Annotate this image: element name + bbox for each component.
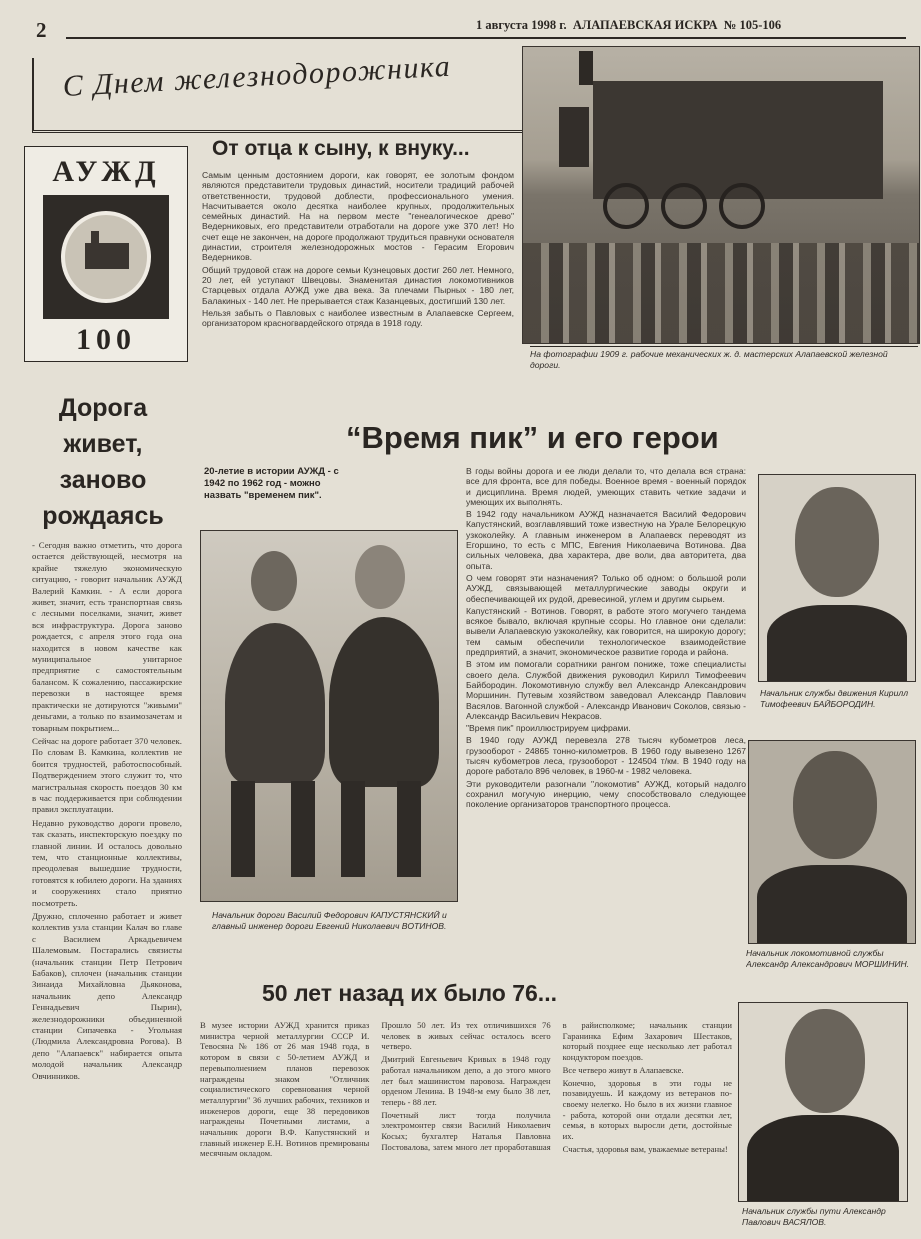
article-father-paragraph: Общий трудовой стаж на дороге семьи Кузнецовых достиг 260 лет. Немного, 20 лет, ей уступают Швецовы. Знаменитая династия локомотивников Старцевых отдала АУЖД уже два века. За плечами Пырных - 180 лет, Балакиных - 140 лет. Не прерывается стаж Казанцевых, достигший 130 лет. xyxy=(202,264,514,306)
article-fifty-paragraph: Конечно, здоровья в эти годы не позавидуешь. И каждому из ветеранов по-своему нелегко. Но было в их жизни главное - работа, которой они отдали десятки лет, семья, в которых выросли дети, достойные их. xyxy=(562,1077,732,1142)
article-fifty-title: 50 лет назад их было 76... xyxy=(262,980,557,1006)
photo-kapustyansky-caption: Начальник дороги Василий Федорович КАПУСТЯНСКИЙ и главный инженер дороги Евгений Николаевич ВОТИНОВ. xyxy=(212,910,447,931)
article-road-paragraph: - Сегодня важно отметить, что дорога остается действующей, несмотря на крайне тяжелую экономическую ситуацию, - говорит начальник АУЖД Валерий Камкин. - А если дорога живет, значит, есть транспортная связь с лесными поселками, значит, живет вся инфраструктура. Дорога заново рождается, с апреля этого года она находится в новом качестве как муниципальное унитарное предприятие с самостоятельным балансом. К сожалению, пассажирские перевозки в настоящее время практически не дотируются "живыми" деньгами, а только по взаимозачетам и товарным покрытием... xyxy=(32,540,182,733)
photo-workers-1909 xyxy=(522,46,920,344)
article-fifty-paragraph: Дмитрий Евгеньевич Кривых в 1948 году работал начальником депо, а до этого много лет был машинистом паровоза. Награжден орденом Ленина. В 1948-м ему было 38 лет, теперь - 88 лет. xyxy=(381,1054,551,1107)
article-peak-lead: 20-летие в истории АУЖД - с 1942 по 1962 год - можно назвать "временем пик". xyxy=(204,466,339,501)
article-road-paragraph: Недавно руководство дороги провело, так сказать, инспекторскую поездку по главной линии. И осталось довольно тем, что станционные коллективы, преодолевая вышедшие трудности, готовятся к юбилею дороги. На зданиях и сооружениях стало приятно посмотреть. xyxy=(32,817,182,908)
article-fifty-paragraph: Почетный лист тогда получила электромонтер связи Василий Николаевич Косых; бухгалтер Наталья Павловна Постовалова, затем много лет проработавшая в райисполкоме; начальник станции Гаранинка Ефим Захарович Шестаков, который позднее еще несколько лет работал кондуктором поездов. xyxy=(381,1020,732,1152)
article-father-paragraph: Самым ценным достоянием дороги, как говорят, ее золотым фондом являются представители трудовых династий, носители традиций рабочей ответственности, трудовой доблести, профессионального умения. Насчитывается около десятка наиболее крупных, продолжительных семейных династий. На на первом месте "генеалогическое древо" Ведерниковых, его представители отработали на дороге уже 370 лет! Но счет еще не закончен, на дороге продолжают трудиться правнуки основателя династии, строителя железнодорожных мостов - Герасим Егорович Ведерников. xyxy=(202,170,514,263)
article-father-title: От отца к сыну, к внуку... xyxy=(212,137,470,160)
article-peak-title: “Время пик” и его герои xyxy=(346,420,719,455)
portrait-morshinin-caption: Начальник локомотивной службы Александр Александрович МОРШИНИН. xyxy=(746,948,910,969)
issue-date-line: 1 августа 1998 г. АЛАПАЕВСКАЯ ИСКРА № 105-106 xyxy=(476,18,782,32)
portrait-vasyalov xyxy=(738,1002,908,1202)
logo-locomotive-emblem xyxy=(43,195,169,319)
article-father-paragraph: Нельзя забыть о Павловых с наиболее известным в Алапаевске Сергеем, организатором красногвардейского отряда в 1918 году. xyxy=(202,307,514,329)
header-rule xyxy=(66,37,906,39)
section-banner: С Днем железнодорожника xyxy=(62,49,452,103)
auzhd-logo xyxy=(24,146,188,362)
article-fifty-body xyxy=(200,1020,732,1230)
article-road-paragraph: Сейчас на дороге работает 370 человек. По словам В. Камкина, коллектив не боится трудностей, работоспособный. Подтверждением этого служит то, что магистральная скорость поездов 30 км в час поддерживается при соблюдении правил эксплуатации. xyxy=(32,735,182,815)
logo-title: АУЖД xyxy=(52,155,160,188)
portrait-baiborodin xyxy=(758,474,916,682)
article-peak-paragraph: О чем говорят эти назначения? Только об одном: о большой роли АУЖД, связывающей металлургические заводы округи и обеспечивающей их рудой, древесиной, углем и другим сырьем. xyxy=(466,572,746,604)
article-peak-paragraph: Капустянский - Вотинов. Говорят, в работе этого могучего тандема всякое бывало, включая крупные ссоры. Но главное они сделали: вывели Алапаевскую узкоколейку, как говорится, на широкую дорогу; тем самым обеспечили технологическое взаимодействие предприятий, а значит, экономическое развитие города и района. xyxy=(466,605,746,658)
article-road-body xyxy=(32,540,182,1220)
portrait-baiborodin-caption: Начальник службы движения Кирилл Тимофеевич БАЙБОРОДИН. xyxy=(760,688,909,709)
portrait-vasyalov-caption: Начальник службы пути Александр Павлович ВАСЯЛОВ. xyxy=(742,1206,886,1227)
article-peak-paragraph: Эти руководители разогнали "локомотив" АУЖД, который надолго сохранил могучую инерцию, чему способствовало следующее поколение организаторов транспортного процесса. xyxy=(466,778,746,810)
article-fifty-paragraph: Счастья, здоровья вам, уважаемые ветераны! xyxy=(562,1143,728,1154)
portrait-morshinin xyxy=(748,740,916,944)
photo-kapustyansky-votinov xyxy=(200,530,458,902)
article-peak-paragraph: В этом им помогали соратники рангом пониже, тоже специалисты своего дела. Службой движения руководил Кирилл Тимофеевич Байбородин. Локомотивную службу вел Александр Александрович Моршинин. Путевым хозяйством заведовал Александр Павлович Васялов. Вагонной службой - Александр Иванович Соколов, связью - Александр Васильевич Некрасов. xyxy=(466,659,746,721)
article-peak-body xyxy=(466,466,746,942)
article-fifty-paragraph: В музее истории АУЖД хранится приказ министра черной металлургии СССР И. Тевосяна № 186 от 26 мая 1948 года, в котором в связи с 50-летием АУЖД и перевыполнением планов перевозок награждены знаком "Отличник социалистического соревнования черной металлургии" 36 лучших рабочих, техников и инженеров дороги, еще 38 передовиков награждены Почетными листами, а начальник дороги В.Ф. Капустянский и главный инженер Е.Н. Вотинов премированы месячным окладом. xyxy=(200,1020,370,1159)
article-peak-paragraph: "Время пик" проиллюстрируем цифрами. xyxy=(466,723,631,734)
article-fifty-paragraph: Все четверо живут в Алапаевске. xyxy=(562,1064,684,1075)
article-road-paragraph: Дружно, сплоченно работает и живет коллектив узла станции Калач во главе с Василием Аркадьевичем Шалемовым. Постарались связисты (начальник станции Петр Петрович Бабаков), сплочен (начальник станции Зинаида Михайловна Дьяконова, начальник депо Александр Геннадьевич Пырин), железнодорожники объединенной станции Сипачевка - Угольная (Людмила Александровна Рогова). В депо "Алапаевск" набирается опыта молодой начальник Александр Овчинников. xyxy=(32,911,182,1081)
article-father-body xyxy=(202,170,514,378)
article-fifty-paragraph: Прошло 50 лет. Из тех отличившихся 76 человек в живых сейчас осталось всего четверо. xyxy=(381,1020,551,1052)
logo-anniversary-number: 100 xyxy=(76,323,136,356)
article-peak-paragraph: В 1942 году начальником АУЖД назначается Василий Федорович Капустянский, возглавлявший тоже известную на Урале Белорецкую узкоколейку. А главным инженером в Алапаевск переводят из Егоршино, то есть с МПС, Евгения Николаевича Вотинова. Два сильных человека, два характера, две воли, два авторитета, два опыта. xyxy=(466,509,746,571)
article-peak-paragraph: В 1940 году АУЖД перевезла 278 тысяч кубометров леса, грузооборот - 24865 тонно-километров. В 1960 году вывезено 1267 тысяч кубометров леса, грузооборот - 124504 т/км. В 1940 году на дороге работало 896 человек, в 1960-м - 1982 человека. xyxy=(466,735,746,777)
article-road-title: Дорога живет, заново рождаясь xyxy=(42,394,164,530)
article-peak-paragraph: В годы войны дорога и ее люди делали то, что делала вся страна: все для фронта, все для победы. Военное время - военный порядок и дисциплина. Время людей, умеющих ставить четкие задачи и умеющих их выполнять. xyxy=(466,466,746,507)
photo-workers-caption: На фотографии 1909 г. рабочие механических ж. д. мастерских Алапаевской железной дороги. xyxy=(530,346,918,373)
page-number: 2 xyxy=(36,18,47,42)
